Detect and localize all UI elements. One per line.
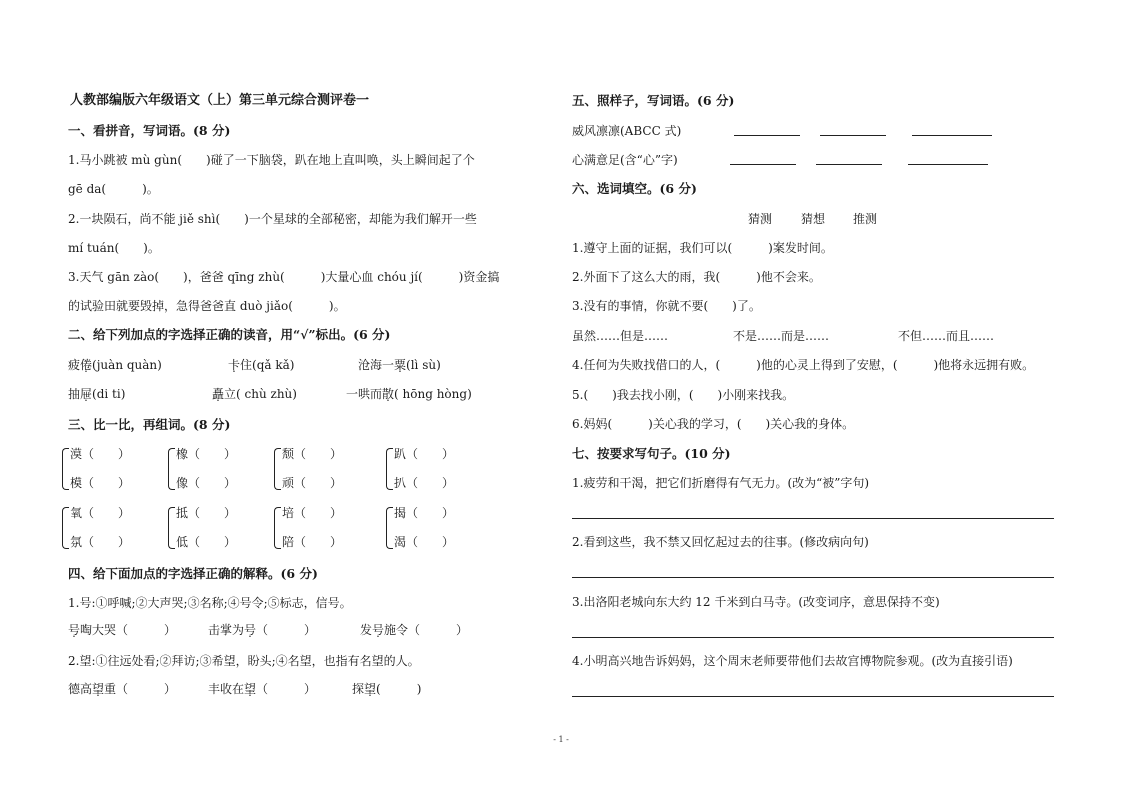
s5-line-1: 威风凛凛(ABCC 式) — [572, 124, 682, 138]
answer-line[interactable] — [572, 696, 1054, 697]
answer-blank[interactable] — [734, 135, 800, 136]
brace — [386, 507, 393, 549]
s4-item: 发号施令（ ） — [360, 623, 469, 637]
page-title: 人教部编版六年级语文（上）第三单元综合测评卷一 — [70, 93, 370, 108]
s2-item: 沧海一粟(lì sù) — [358, 358, 441, 372]
section-3-heading: 三、比一比，再组词。(8 分) — [68, 417, 231, 432]
s2-item: 抽屉(di ti) — [68, 387, 126, 401]
s6-conjunction-option: 不是……而是…… — [733, 329, 830, 343]
s2-item: 疲倦(juàn quàn) — [68, 358, 162, 372]
brace — [168, 448, 175, 490]
s3-word: 陪（ ） — [282, 535, 343, 549]
s4-item: 击掌为号（ ） — [208, 623, 317, 637]
s3-word: 漠（ ） — [70, 447, 131, 461]
brace — [386, 448, 393, 490]
section-5-heading: 五、照样子，写词语。(6 分) — [572, 93, 735, 108]
s3-word: 渴（ ） — [394, 535, 455, 549]
s3-word: 模（ ） — [70, 476, 131, 490]
s2-item: 卡住(qǎ kǎ) — [228, 358, 295, 372]
section-2-heading: 二、给下列加点的字选择正确的读音，用“√”标出。(6 分) — [68, 327, 391, 342]
answer-blank[interactable] — [908, 164, 988, 165]
s6-conjunction-option: 不但……而且…… — [898, 329, 995, 343]
s3-word: 扒（ ） — [394, 476, 455, 490]
s2-item: 一哄而散( hōng hòng) — [346, 387, 472, 401]
answer-line[interactable] — [572, 577, 1054, 578]
s3-word: 橡（ ） — [176, 447, 237, 461]
brace — [62, 448, 69, 490]
s2-item: 矗立( chù zhù) — [212, 387, 297, 401]
s3-word: 氛（ ） — [70, 535, 131, 549]
s7-q3: 3.出洛阳老城向东大约 12 千米到白马寺。(改变词序，意思保持不变) — [572, 595, 940, 609]
brace — [274, 507, 281, 549]
s1-line-2: gē da( )。 — [68, 182, 159, 196]
s1-line-1: 1.马小跳被 mù gùn( )碰了一下脑袋，趴在地上直叫唤，头上瞬间起了个 — [68, 153, 475, 167]
s1-line-6: 的试验田就要毁掉，急得爸爸直 duò jiǎo( )。 — [68, 299, 346, 313]
section-1-heading: 一、看拼音，写词语。(8 分) — [68, 123, 231, 138]
s4-item: 丰收在望（ ） — [208, 682, 317, 696]
s7-q2: 2.看到这些，我不禁又回忆起过去的往事。(修改病向句) — [572, 535, 869, 549]
s3-word: 氧（ ） — [70, 506, 131, 520]
s3-word: 低（ ） — [176, 535, 237, 549]
answer-blank[interactable] — [912, 135, 992, 136]
s7-q1: 1.疲劳和干渴，把它们折磨得有气无力。(改为“被”字句) — [572, 476, 870, 490]
s3-word: 顽（ ） — [282, 476, 343, 490]
s3-word: 颓（ ） — [282, 447, 343, 461]
answer-blank[interactable] — [816, 164, 882, 165]
s7-q4: 4.小明高兴地告诉妈妈，这个周末老师要带他们去故宫博物院参观。(改为直接引语) — [572, 654, 1013, 668]
s4-item: 德高望重（ ） — [68, 682, 177, 696]
s6-conjunction-option: 虽然……但是…… — [572, 329, 669, 343]
s6-q2: 2.外面下了这么大的雨，我( )他不会来。 — [572, 270, 821, 284]
s6-q6: 6.妈妈( )关心我的学习，( )关心我的身体。 — [572, 417, 855, 431]
section-7-heading: 七、按要求写句子。(10 分) — [572, 446, 731, 461]
brace — [62, 507, 69, 549]
s4-item: 号啕大哭（ ） — [68, 623, 177, 637]
s4-q2: 2.望:①往远处看;②拜访;③希望，盼头;④名望，也指有名望的人。 — [68, 654, 420, 668]
s3-word: 趴（ ） — [394, 447, 455, 461]
s6-q1: 1.遵守上面的证据，我们可以( )案发时间。 — [572, 241, 833, 255]
section-6-heading: 六、选词填空。(6 分) — [572, 181, 697, 196]
s4-item: 探望( ) — [352, 682, 422, 696]
s6-word-option: 猜测 — [748, 212, 773, 226]
answer-blank[interactable] — [820, 135, 886, 136]
answer-blank[interactable] — [730, 164, 796, 165]
page-number: - 1 - — [553, 735, 569, 744]
s3-word: 抵（ ） — [176, 506, 237, 520]
s6-q3: 3.没有的事情，你就不要( )了。 — [572, 299, 761, 313]
s1-line-5: 3.天气 gān zào( )，爸爸 qīng zhù( )大量心血 chóu jí( )资金搞 — [68, 270, 500, 284]
s6-q5: 5.( )我去找小刚，( )小刚来找我。 — [572, 388, 795, 402]
s4-q1: 1.号:①呼喊;②大声哭;③名称;④号令;⑤标志，信号。 — [68, 596, 352, 610]
s1-line-3: 2.一块陨石，尚不能 jiě shì( )一个星球的全部秘密，却能为我们解开一些 — [68, 212, 477, 226]
section-4-heading: 四、给下面加点的字选择正确的解释。(6 分) — [68, 566, 318, 581]
s6-q4: 4.任何为失败找借口的人，( )他的心灵上得到了安慰，( )他将永远拥有败。 — [572, 358, 1035, 372]
s6-word-option: 猜想 — [801, 212, 826, 226]
s3-word: 像（ ） — [176, 476, 237, 490]
s6-word-option: 推测 — [853, 212, 878, 226]
answer-line[interactable] — [572, 637, 1054, 638]
brace — [168, 507, 175, 549]
answer-line[interactable] — [572, 518, 1054, 519]
s3-word: 揭（ ） — [394, 506, 455, 520]
s1-line-4: mí tuán( )。 — [68, 241, 160, 255]
s3-word: 培（ ） — [282, 506, 343, 520]
s5-line-2: 心满意足(含“心”字) — [572, 153, 678, 167]
brace — [274, 448, 281, 490]
